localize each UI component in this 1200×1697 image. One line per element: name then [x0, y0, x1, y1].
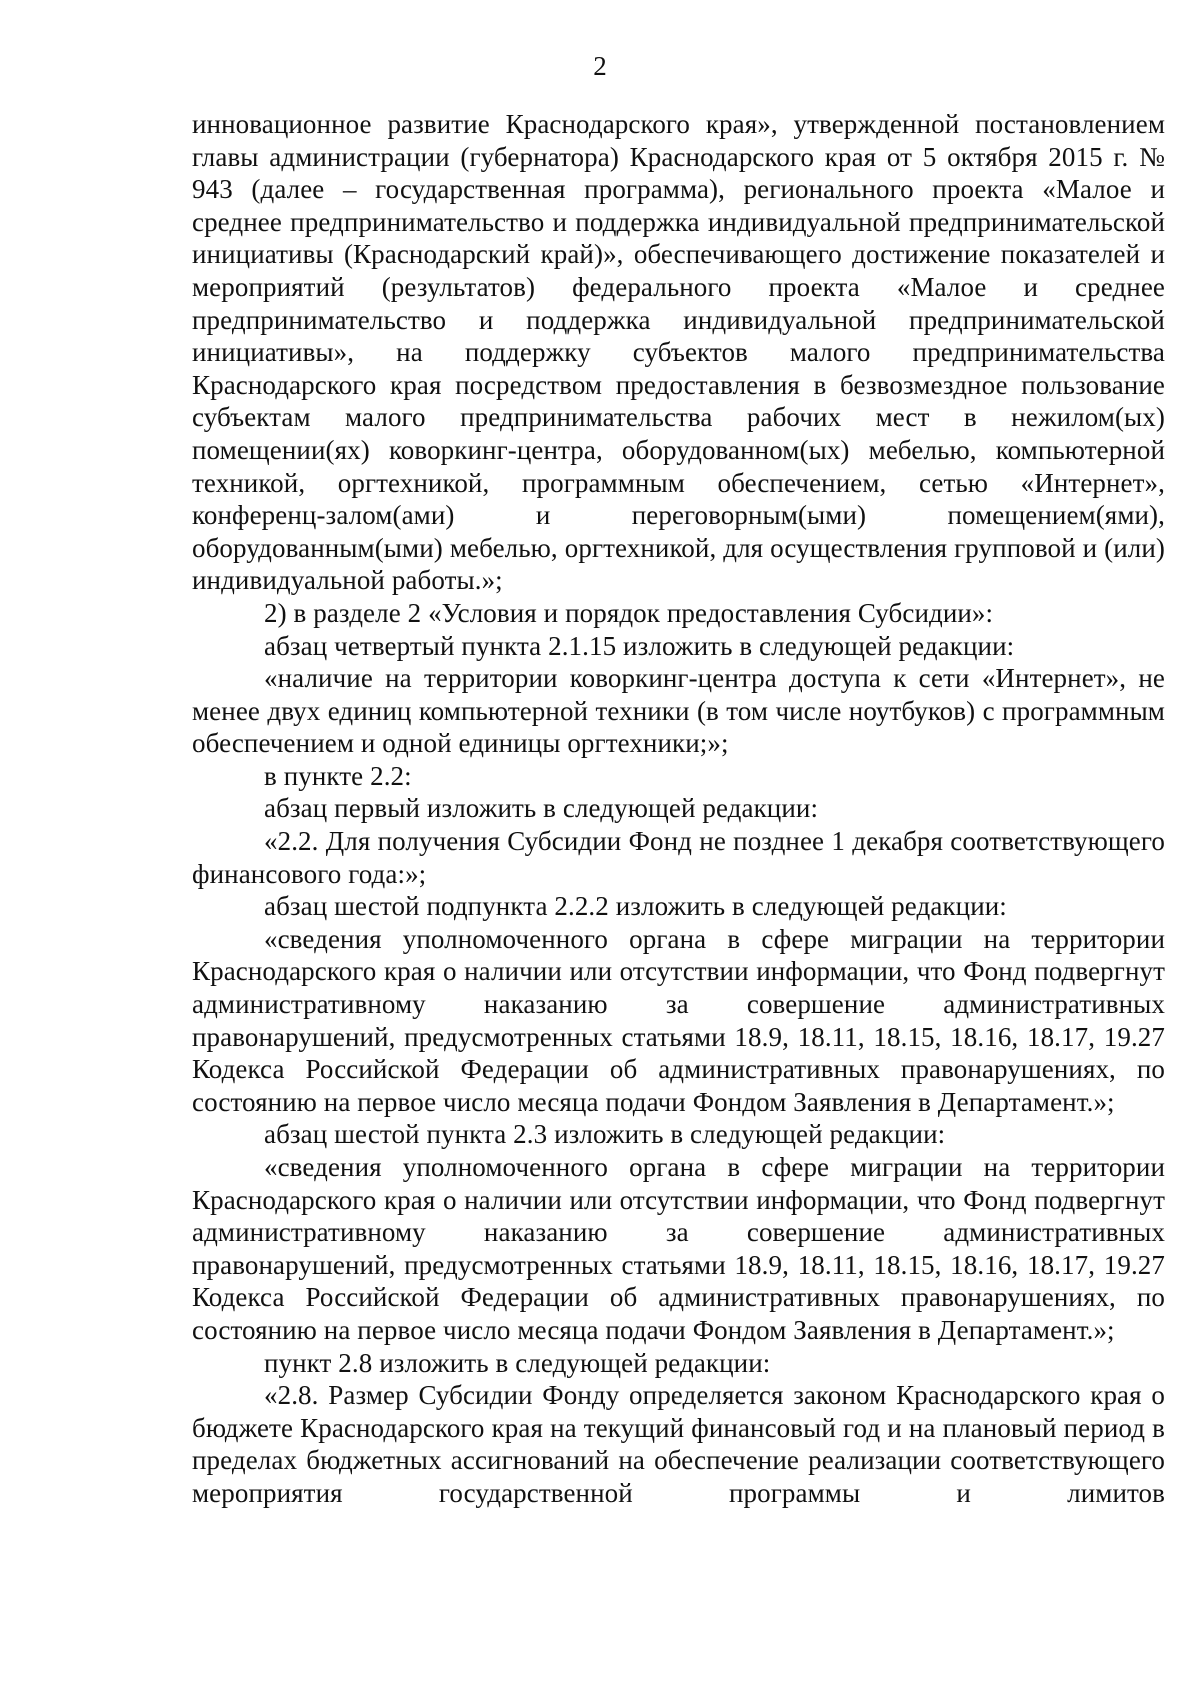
paragraph-clause-2-8-intro: пункт 2.8 изложить в следующей редакции: [264, 1347, 771, 1378]
paragraph-clause-2-8-text: «2.8. Размер Субсидии Фонду определяется законом Краснодарского края о бюджете Краснодарского края на текущий финансовый год и на плановый период в пределах бюджетных ассигнований на обеспечение реализации соответствующего мероприятия государственной программы и лимитов [192, 1380, 1165, 1508]
page-number: 2 [593, 51, 607, 81]
paragraph-clause-2-2-first-intro: абзац первый изложить в следующей редакции: [264, 793, 819, 824]
paragraph-clause-2-3-text: «сведения уполномоченного органа в сфере миграции на территории Краснодарского края о наличии или отсутствии информации, что Фонд подвергнут административному наказанию за совершение административных правонарушений, предусмотренных статьями 18.9, 18.11, 18.15, 18.16, 18.17, 19.27 Кодекса Российской Федерации об административных правонарушениях, по состоянию на первое число месяца подачи Фондом Заявления в Департамент.»; [192, 1152, 1165, 1345]
paragraph-clause-2-3-intro: абзац шестой пункта 2.3 изложить в следующей редакции: [264, 1119, 946, 1150]
paragraph-clause-2-2-intro: в пункте 2.2: [264, 760, 412, 791]
paragraph-clause-2-1-15-intro: абзац четвертый пункта 2.1.15 изложить в следующей редакции: [264, 630, 1015, 661]
paragraph-program-description: инновационное развитие Краснодарского края», утвержденной постановлением главы администрации (губернатора) Краснодарского края от 5 октября 2015 г. № 943 (далее – государственная программа), регионального проекта «Малое и среднее предпринимательство и поддержка индивидуальной предпринимательской инициативы (Краснодарский край)», обеспечивающего достижение показателей и мероприятий (результатов) федерального проекта «Малое и среднее предпринимательство и поддержка индивидуальной предпринимательской инициативы», на поддержку субъектов малого предпринимательства Краснодарского края посредством предоставления в безвозмездное пользование субъектам малого предпринимательства рабочих мест в нежилом(ых) помещении(ях) коворкинг-центра, оборудованном(ых) мебелью, компьютерной техникой, оргтехникой, программным обеспечением, сетью «Интернет», конференц-залом(ами) и переговорным(ыми) помещением(ями), оборудованным(ыми) мебелью, оргтехникой, для осуществления групповой и (или) индивидуальной работы.»; [192, 109, 1165, 596]
document-body [192, 108, 1165, 1510]
paragraph-clause-2-2-first-text: «2.2. Для получения Субсидии Фонд не позднее 1 декабря соответствующего финансового года:»; [192, 826, 1165, 889]
paragraph-section-2-heading: 2) в разделе 2 «Условия и порядок предоставления Субсидии»: [264, 597, 994, 628]
paragraph-clause-2-2-2-intro: абзац шестой подпункта 2.2.2 изложить в следующей редакции: [264, 891, 1007, 922]
paragraph-clause-2-2-2-text: «сведения уполномоченного органа в сфере миграции на территории Краснодарского края о наличии или отсутствии информации, что Фонд подвергнут административному наказанию за совершение административных правонарушений, предусмотренных статьями 18.9, 18.11, 18.15, 18.16, 18.17, 19.27 Кодекса Российской Федерации об административных правонарушениях, по состоянию на первое число месяца подачи Фондом Заявления в Департамент.»; [192, 923, 1165, 1117]
paragraph-clause-2-1-15-text: «наличие на территории коворкинг-центра доступа к сети «Интернет», не менее двух единиц компьютерной техники (в том числе ноутбуков) с программным обеспечением и одной единицы оргтехники;»; [192, 663, 1165, 759]
